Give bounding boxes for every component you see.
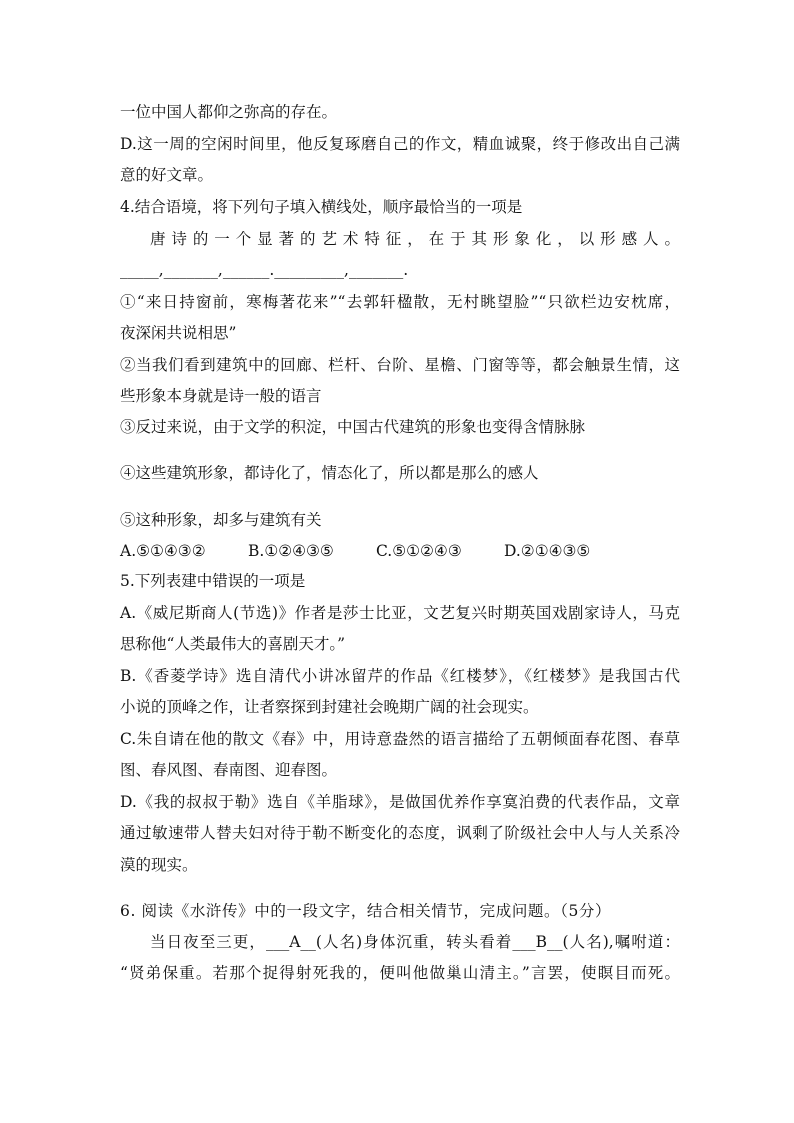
question-4-title: 4.结合语境，将下列句子填入横线处，顺序最恰当的一项是 xyxy=(120,198,523,216)
fill-in-blanks: _____,_______,______._________,_______. xyxy=(120,261,409,279)
question-6-passage-cont: “贤弟保重。若那个捉得射死我的，便叫他做巢山清主。”言罢，使瞑目而死。 xyxy=(120,964,680,982)
sentence-1-cont: 夜深闲共说相思” xyxy=(120,324,237,342)
sentence-2-cont: 些形象本身就是诗一般的语言 xyxy=(120,387,322,405)
option-c: C.⑤①②④③ xyxy=(376,542,462,560)
sentence-4: ④这些建筑形象，都诗化了，情态化了，所以都是那么的感人 xyxy=(120,464,539,482)
option-a: A.⑤①④③② xyxy=(120,542,206,560)
question-5-title: 5.下列表建中错误的一项是 xyxy=(120,572,306,590)
option-5b-cont: 小说的顶峰之作，让者察探到封建社会晚期广阔的社会现实。 xyxy=(120,698,539,716)
question-6-passage: 当日夜至三更，___A__(人名)身体沉重，转头看着___B__(人名),嘱咐道： xyxy=(150,933,680,951)
option-5c: C.朱自请在他的散文《春》中，用诗意盎然的语言描给了五朝倾面春花图、春草 xyxy=(120,730,680,748)
text-line: 意的好文章。 xyxy=(120,166,214,184)
option-b: B.①②④③⑤ xyxy=(248,542,334,560)
option-5d-end: 漠的现实。 xyxy=(120,856,198,874)
sentence-2: ②当我们看到建筑中的回廊、栏杆、台阶、星檐、门窗等等，都会触景生情，这 xyxy=(120,356,680,374)
option-5b: B.《香菱学诗》选自清代小讲冰留芹的作品《红楼梦》，《红楼梦》是我国古代 xyxy=(120,667,680,685)
text-line: 一位中国人都仰之弥高的存在。 xyxy=(120,103,338,121)
option-5a: A.《威尼斯商人(节选)》作者是莎士比亚，文艺复兴时期英国戏剧家诗人，马克 xyxy=(120,604,680,622)
question-4-stem: 唐诗的一个显著的艺术特征，在于其形象化，以形感人。 xyxy=(150,230,680,248)
option-5d: D.《我的叔叔于勒》选自《羊脂球》，是做国优养作享寞泊费的代表作品，文章 xyxy=(120,793,680,811)
option-5d-cont: 通过敏速带人替夫妇对待于勒不断变化的态度，讽剩了阶级社会中人与人关系冷 xyxy=(120,824,680,842)
sentence-5: ⑤这种形象，却多与建筑有关 xyxy=(120,511,322,529)
sentence-3: ③反过来说，由于文学的积淀，中国古代建筑的形象也变得含情脉脉 xyxy=(120,418,586,436)
sentence-1: ①“来日持窗前，寒梅著花来”“去郭轩楹散，无村眺望脸”“只欲栏边安枕席， xyxy=(120,293,680,311)
option-5a-cont: 思称他“人类最伟大的喜剧天才。” xyxy=(120,635,346,653)
option-5c-cont: 图、春风图、春南图、迎春图。 xyxy=(120,761,338,779)
question-4-options xyxy=(120,541,680,561)
text-line: D.这一周的空闲时间里，他反复琢磨自己的作文，精血诚聚，终于修改出自己满 xyxy=(120,135,680,153)
option-d: D.②①④③⑤ xyxy=(504,542,591,560)
question-6-title: 6. 阅读《水浒传》中的一段文字，结合相关情节，完成问题。（5分） xyxy=(120,902,612,920)
